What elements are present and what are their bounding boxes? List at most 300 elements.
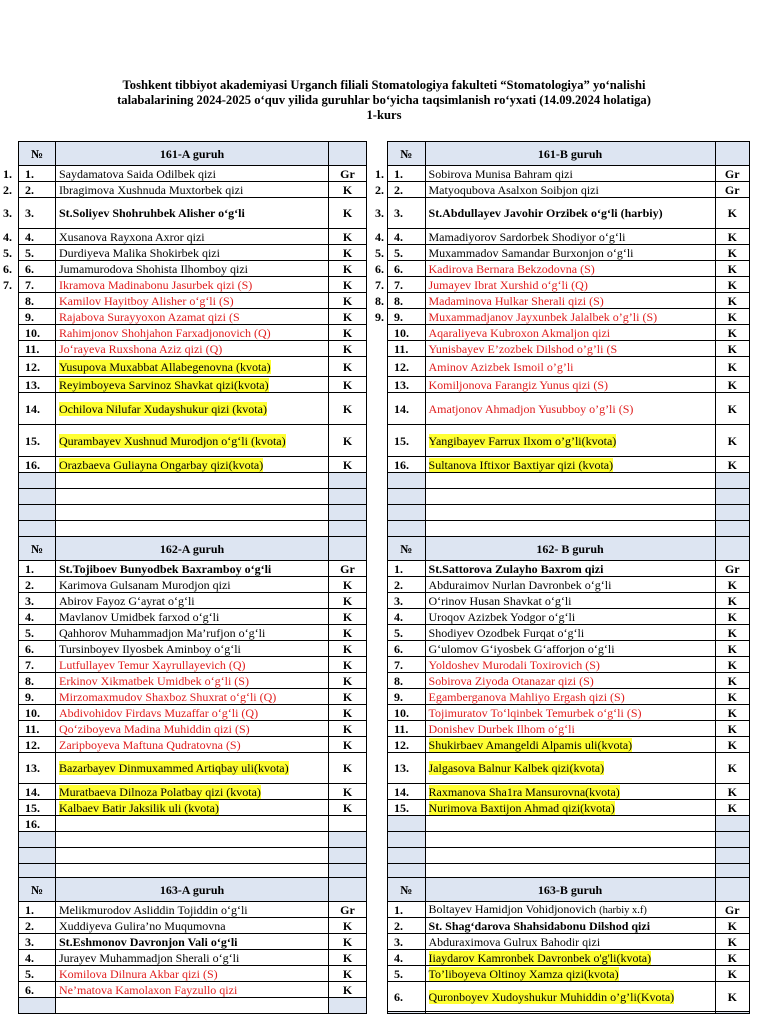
table-row [19, 721, 367, 737]
table-row [19, 689, 367, 705]
row-number: 5. [19, 245, 56, 261]
table-row [19, 577, 367, 593]
table-row [19, 325, 367, 341]
grade-cell: K [329, 341, 367, 357]
empty-name-cell [425, 473, 715, 489]
student-name: Ochilova Nilufar Xudayshukur qizi (kvota) [59, 401, 267, 416]
student-name: Shukirbaev Amangeldi Alpamis uli(kvota) [428, 737, 633, 752]
table-row [388, 673, 750, 689]
student-name: Muxammadov Samandar Burxonjon o‘g‘li [428, 245, 634, 260]
table-row [19, 934, 367, 950]
student-name: Boltayev Hamidjon Vohidjonovich [428, 901, 597, 916]
spacer-cell [19, 864, 56, 878]
grade-cell [329, 816, 367, 832]
empty-grade-cell [715, 473, 749, 489]
row-number: 9. [388, 689, 426, 705]
outer-row-number: 2. [375, 182, 384, 197]
grade-column-header [329, 878, 367, 902]
row-number: 2. [19, 182, 56, 198]
student-name-cell [56, 982, 329, 998]
student-name-cell [425, 457, 715, 473]
empty-grade-cell [329, 832, 367, 848]
student-name-cell [425, 245, 715, 261]
student-name-cell [56, 425, 329, 457]
row-number: 11. [388, 721, 426, 737]
grade-cell: K [329, 357, 367, 377]
student-name: Yunisbayev E’zozbek Dilshod o’g’li (S [428, 341, 618, 356]
grade-cell: K [715, 918, 749, 934]
student-name-cell [425, 261, 715, 277]
student-name-cell [56, 198, 329, 229]
empty-row [19, 832, 367, 848]
student-name-cell [425, 577, 715, 593]
outer-row-number: 9. [375, 309, 384, 324]
student-name: Karimova Gulsanam Murodjon qizi [59, 577, 231, 592]
spacer-cell [329, 864, 367, 878]
student-name: G‘ulomov G‘iyosbek G‘afforjon o‘g‘li [428, 641, 615, 656]
grade-cell: K [329, 934, 367, 950]
spacer-cell [19, 521, 56, 537]
title-line-3: 1-kurs [366, 108, 402, 122]
student-name: Abdivohidov Firdavs Muzaffar o‘g‘li (Q) [59, 705, 259, 720]
grade-cell: K [329, 593, 367, 609]
empty-row [388, 848, 750, 864]
student-name-cell [425, 800, 715, 816]
table-row [19, 377, 367, 393]
spacer-row [19, 864, 367, 878]
student-name: Lutfullayev Temur Xayrullayevich (Q) [59, 657, 246, 672]
student-name-cell [425, 277, 715, 293]
grade-cell: Gr [715, 561, 749, 577]
empty-grade-cell [329, 473, 367, 489]
row-number: 11. [19, 341, 56, 357]
row-number: 1. [388, 561, 426, 577]
row-number: 6. [388, 982, 426, 1012]
student-name: Sultanova Iftixor Baxtiyar qizi (kvota) [428, 457, 614, 472]
student-name: Kamilov Hayitboy Alisher o‘g‘li (S) [59, 293, 234, 308]
student-name-cell [56, 229, 329, 245]
row-number: 3. [19, 934, 56, 950]
table-row [388, 425, 750, 457]
grade-cell: K [715, 673, 749, 689]
grade-cell: K [329, 753, 367, 784]
row-number: 9. [19, 689, 56, 705]
table-left [18, 141, 367, 1014]
table-row [19, 673, 367, 689]
grade-cell: Gr [329, 902, 367, 918]
student-name-cell [56, 641, 329, 657]
number-column-header: № [19, 142, 56, 166]
outer-row-number: 7. [375, 277, 384, 292]
spacer-cell [56, 864, 329, 878]
grade-cell: K [329, 261, 367, 277]
student-name-cell [56, 609, 329, 625]
row-number: 1. [19, 902, 56, 918]
table-row [19, 966, 367, 982]
number-column-header: № [388, 142, 426, 166]
empty-row [19, 848, 367, 864]
student-name: Sobirova Munisa Bahram qizi [428, 166, 573, 181]
grade-cell: K [329, 425, 367, 457]
student-name: Ibragimova Xushnuda Muxtorbek qizi [59, 182, 244, 197]
row-number: 15. [19, 425, 56, 457]
student-name-cell [56, 934, 329, 950]
grade-cell: K [715, 641, 749, 657]
empty-row [19, 489, 367, 505]
student-name-cell [425, 593, 715, 609]
grade-cell: K [329, 800, 367, 816]
row-number: 12. [388, 737, 426, 753]
grade-cell: K [715, 393, 749, 425]
student-name: Iiaydarov Kamronbek Davronbek o'g'li(kvota) [428, 950, 652, 965]
student-name-cell [56, 625, 329, 641]
table-row [388, 341, 750, 357]
table-row [388, 934, 750, 950]
row-number: 8. [388, 293, 426, 309]
student-name: St.Abdullayev Javohir Orzibek o‘g‘li (harbiy) [428, 206, 663, 220]
table-row [388, 261, 750, 277]
row-number: 10. [388, 325, 426, 341]
student-name-cell [56, 673, 329, 689]
tail-cell [19, 998, 56, 1014]
spacer-row [19, 521, 367, 537]
empty-number-cell [19, 489, 56, 505]
student-name-cell [425, 689, 715, 705]
grade-cell: Gr [329, 561, 367, 577]
row-number: 4. [19, 950, 56, 966]
student-name-cell [56, 341, 329, 357]
student-name-cell [425, 673, 715, 689]
row-number: 1. [19, 166, 56, 182]
table-row [19, 641, 367, 657]
table-row [388, 166, 750, 182]
empty-number-cell [19, 848, 56, 864]
student-name-cell [425, 641, 715, 657]
outer-row-number: 5. [375, 245, 384, 260]
student-name-cell [56, 689, 329, 705]
table-row [388, 641, 750, 657]
outer-row-number: 6. [375, 261, 384, 276]
student-name-cell [56, 753, 329, 784]
table-row [388, 753, 750, 784]
student-name-cell [425, 737, 715, 753]
grade-cell: K [715, 309, 749, 325]
student-name-cell [56, 561, 329, 577]
student-name-cell [425, 705, 715, 721]
grade-cell: K [329, 982, 367, 998]
table-row [388, 229, 750, 245]
grade-cell: K [329, 950, 367, 966]
grade-column-header [715, 878, 749, 902]
table-row [19, 561, 367, 577]
table-row [388, 293, 750, 309]
document-title [0, 78, 768, 123]
table-row [19, 737, 367, 753]
grade-cell: Gr [715, 166, 749, 182]
grade-cell: K [715, 261, 749, 277]
student-name: Mamadiyorov Sardorbek Shodiyor o‘g‘li [428, 229, 626, 244]
row-number: 12. [388, 357, 426, 377]
row-number: 5. [19, 966, 56, 982]
table-row [388, 182, 750, 198]
table-row [388, 198, 750, 229]
student-name: Sobirova Ziyoda Otanazar qizi (S) [428, 673, 594, 688]
row-number: 5. [388, 245, 426, 261]
empty-grade-cell [715, 505, 749, 521]
student-name: Ne’matova Kamolaxon Fayzullo qizi [59, 982, 238, 997]
student-name: To’liboyeva Oltinoy Xamza qizi(kvota) [428, 966, 619, 981]
table-row [19, 309, 367, 325]
outer-row-number: 1. [3, 166, 12, 181]
row-number: 13. [19, 377, 56, 393]
student-name: Komilova Dilnura Akbar qizi (S) [59, 966, 218, 981]
student-name-cell [425, 357, 715, 377]
student-name-cell [56, 245, 329, 261]
grade-cell: K [329, 673, 367, 689]
table-row [388, 918, 750, 934]
grade-cell: K [715, 425, 749, 457]
row-number: 7. [19, 657, 56, 673]
table-row [388, 593, 750, 609]
group-title: 163-A guruh [56, 878, 329, 902]
grade-cell: K [715, 377, 749, 393]
table-row [19, 198, 367, 229]
student-name: Raxmanova Sha1ra Mansurovna(kvota) [428, 784, 620, 799]
empty-number-cell [388, 473, 426, 489]
student-note: (harbiy x.f) [599, 904, 647, 916]
group-header-row [19, 537, 367, 561]
grade-cell: K [715, 982, 749, 1012]
student-name-cell [56, 721, 329, 737]
student-name: Kadirova Bernara Bekzodovna (S) [428, 261, 595, 276]
table-row [388, 577, 750, 593]
grade-cell: K [715, 229, 749, 245]
row-number: 8. [388, 673, 426, 689]
student-name-cell [56, 457, 329, 473]
outer-row-number: 3. [375, 206, 384, 220]
student-name-cell [56, 737, 329, 753]
empty-row [388, 505, 750, 521]
row-number: 3. [19, 198, 56, 229]
row-number: 8. [19, 673, 56, 689]
table-row [388, 325, 750, 341]
student-name: Mavlanov Umidbek farxod o‘g‘li [59, 609, 220, 624]
table-row [19, 166, 367, 182]
student-name: Uroqov Azizbek Yodgor o‘g‘li [428, 609, 576, 624]
outer-row-number: 7. [3, 277, 12, 292]
grade-cell: K [715, 325, 749, 341]
student-name: Matyoqubova Asalxon Soibjon qizi [428, 182, 599, 197]
student-name-cell [425, 561, 715, 577]
student-name-cell [425, 625, 715, 641]
grade-column-header [715, 537, 749, 561]
empty-number-cell [19, 832, 56, 848]
grade-cell: K [329, 737, 367, 753]
student-name-cell [56, 393, 329, 425]
student-name: O‘rinov Husan Shavkat o‘g‘li [428, 593, 572, 608]
student-name: Yoldoshev Murodali Toxirovich (S) [428, 657, 600, 672]
outer-row-number: 3. [3, 206, 12, 220]
grade-column-header [329, 142, 367, 166]
empty-name-cell [425, 489, 715, 505]
group-title: 161-B guruh [425, 142, 715, 166]
student-name-cell [56, 918, 329, 934]
grade-cell: K [715, 800, 749, 816]
student-name: Jurayev Muhammadjon Sherali o‘g‘li [59, 950, 240, 965]
student-name-cell [56, 277, 329, 293]
table-row [388, 309, 750, 325]
row-number: 5. [388, 625, 426, 641]
row-number: 15. [19, 800, 56, 816]
student-name-cell [56, 166, 329, 182]
row-number: 6. [19, 641, 56, 657]
outer-row-number: 8. [375, 293, 384, 308]
student-name: St.Sattorova Zulayho Baxrom qizi [428, 561, 604, 576]
student-name: Xuddiyeva Gulira’no Muqumovna [59, 918, 226, 933]
student-name-cell [56, 966, 329, 982]
group-title: 163-B guruh [425, 878, 715, 902]
student-name: Muratbaeva Dilnoza Polatbay qizi (kvota) [59, 784, 261, 799]
table-row [19, 357, 367, 377]
student-name-cell [56, 293, 329, 309]
table-row [19, 593, 367, 609]
row-number: 6. [388, 261, 426, 277]
table-row [388, 902, 750, 918]
grade-column-header [715, 142, 749, 166]
student-name: Aqaraliyeva Kubroxon Akmaljon qizi [428, 325, 611, 340]
row-number: 5. [19, 625, 56, 641]
grade-cell: K [329, 966, 367, 982]
row-number: 14. [19, 784, 56, 800]
table-row [19, 229, 367, 245]
student-name-cell [56, 705, 329, 721]
student-name: Jumamurodova Shohista Ilhomboy qizi [59, 261, 248, 276]
tail-cell [715, 1012, 749, 1014]
table-row [19, 261, 367, 277]
tail-cell [56, 998, 329, 1014]
table-row [19, 753, 367, 784]
row-number: 8. [19, 293, 56, 309]
row-number: 16. [19, 457, 56, 473]
row-number: 2. [388, 182, 426, 198]
student-name: Amatjonov Ahmadjon Yusubboy o’g’li (S) [428, 401, 634, 416]
student-name: Muxammadjanov Jayxunbek Jalalbek o’g’li (S) [428, 309, 658, 324]
table-row [19, 982, 367, 998]
table-row [19, 918, 367, 934]
student-name: Egamberganova Mahliyo Ergash qizi (S) [428, 689, 625, 704]
student-name: Saydamatova Saida Odilbek qizi [59, 166, 216, 181]
empty-row [388, 473, 750, 489]
empty-row [388, 489, 750, 505]
grade-cell: K [715, 737, 749, 753]
student-name: Donishev Durbek Ilhom o‘g‘li [428, 721, 575, 736]
spacer-cell [56, 521, 329, 537]
table-row [19, 393, 367, 425]
table-row [19, 457, 367, 473]
row-number: 11. [19, 721, 56, 737]
row-number: 2. [19, 577, 56, 593]
grade-cell: K [715, 705, 749, 721]
empty-number-cell [19, 473, 56, 489]
grade-cell: K [329, 293, 367, 309]
row-number: 7. [388, 277, 426, 293]
table-right [387, 141, 750, 1014]
empty-row [388, 816, 750, 832]
student-name: Xusanova Rayxona Axror qizi [59, 229, 205, 244]
row-number: 13. [388, 753, 426, 784]
student-name: Mirzomaxmudov Shaxboz Shuxrat o‘g‘li (Q) [59, 689, 277, 704]
table-row [19, 182, 367, 198]
grade-cell: K [715, 341, 749, 357]
grade-cell: K [715, 198, 749, 229]
spacer-cell [388, 521, 426, 537]
empty-grade-cell [715, 816, 749, 832]
row-number: 10. [19, 705, 56, 721]
row-number: 4. [388, 609, 426, 625]
row-number: 9. [388, 309, 426, 325]
grade-cell: K [329, 918, 367, 934]
row-number: 14. [388, 393, 426, 425]
table-row [19, 425, 367, 457]
outer-row-number: 4. [3, 229, 12, 244]
group-header-row [19, 878, 367, 902]
table-row [388, 393, 750, 425]
empty-row [388, 832, 750, 848]
table-row [388, 705, 750, 721]
grade-cell: K [329, 245, 367, 261]
empty-grade-cell [715, 832, 749, 848]
row-number: 6. [19, 982, 56, 998]
grade-cell: K [715, 966, 749, 982]
row-number: 11. [388, 341, 426, 357]
table-row [388, 966, 750, 982]
student-name: Reyimboyeva Sarvinoz Shavkat qizi(kvota) [59, 377, 269, 392]
student-name: Shodiyev Ozodbek Furqat o‘g‘li [428, 625, 585, 640]
row-number: 14. [19, 393, 56, 425]
student-name-cell [425, 918, 715, 934]
row-number: 7. [19, 277, 56, 293]
student-name: St.Eshmonov Davronjon Vali o‘g‘li [59, 934, 238, 949]
student-name: Yusupova Muxabbat Allabegenovna (kvota) [59, 359, 271, 374]
table-row [19, 293, 367, 309]
student-name-cell [56, 800, 329, 816]
table-row [388, 689, 750, 705]
grade-cell: K [329, 377, 367, 393]
grade-cell: Gr [715, 902, 749, 918]
table-row [19, 625, 367, 641]
number-column-header: № [388, 878, 426, 902]
empty-number-cell [388, 816, 426, 832]
empty-name-cell [56, 832, 329, 848]
row-number: 6. [19, 261, 56, 277]
grade-cell: K [329, 609, 367, 625]
grade-cell: K [329, 625, 367, 641]
table-row [388, 657, 750, 673]
table-row [19, 784, 367, 800]
empty-name-cell [56, 489, 329, 505]
student-name: Abduraimov Nurlan Davronbek o‘g‘li [428, 577, 612, 592]
student-name: Ikramova Madinabonu Jasurbek qizi (S) [59, 277, 253, 292]
grade-cell: K [715, 657, 749, 673]
student-name: Komiljonova Farangiz Yunus qizi (S) [428, 377, 609, 392]
row-number: 2. [388, 577, 426, 593]
student-name-cell [56, 950, 329, 966]
student-name: Rahimjonov Shohjahon Farxadjonovich (Q) [59, 325, 271, 340]
student-name: Zaripboyeva Maftuna Qudratovna (S) [59, 737, 241, 752]
student-name: Madaminova Hulkar Sherali qizi (S) [428, 293, 604, 308]
row-number: 7. [388, 657, 426, 673]
empty-number-cell [388, 832, 426, 848]
